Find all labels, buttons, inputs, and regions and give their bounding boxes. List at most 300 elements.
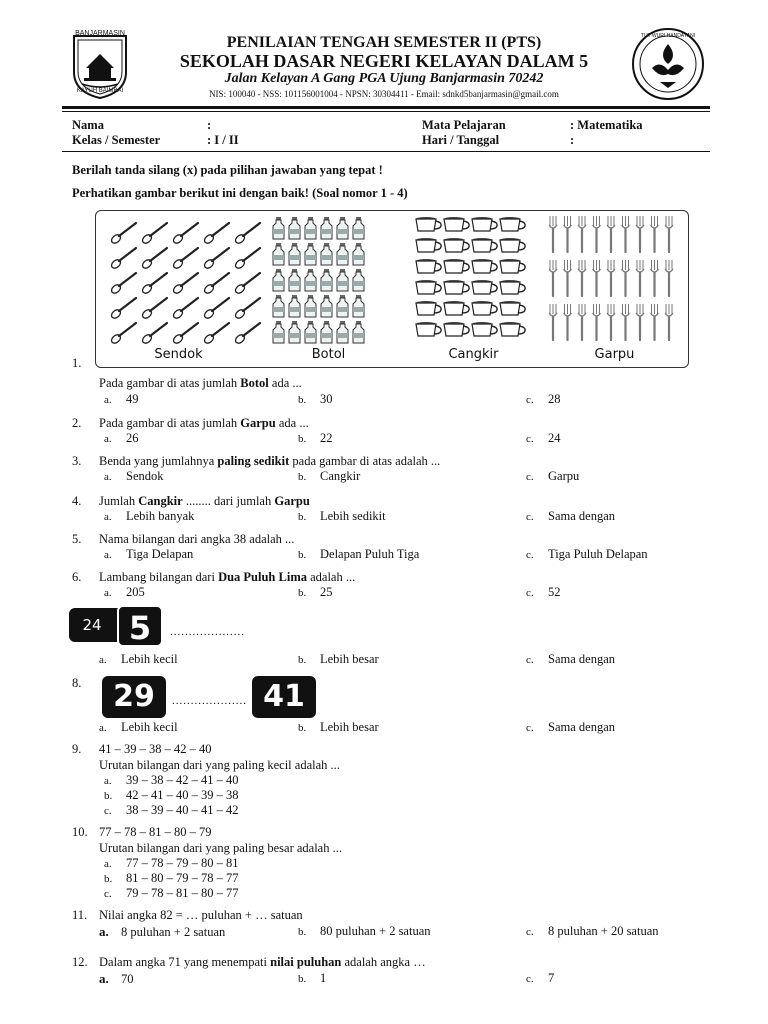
option-letter: a. [104,775,112,787]
fork-icon [607,216,615,252]
option-text: 79 – 78 – 81 – 80 – 77 [126,886,239,900]
bottle-icon [305,269,316,291]
spoon-icon [172,323,198,345]
stem-bold: Botol [240,376,269,390]
question-9 [72,742,712,820]
option-b[interactable] [298,509,386,524]
logo-right-text: TUT WURI HANDAYANI [640,33,696,39]
cup-icon [500,238,525,252]
cup-icon [472,322,497,336]
question-number: 1. [72,356,82,370]
spoon-icon [234,248,260,270]
option-a[interactable] [104,469,164,484]
option-text: Lebih besar [320,720,379,734]
option-letter: a. [104,471,112,483]
header-rule-thin [62,111,710,112]
option-letter: c. [526,433,534,445]
stem-bold: paling sedikit [217,454,290,468]
option-letter: c. [526,511,534,523]
bottle-icon [273,217,284,239]
cup-icon [444,238,469,252]
figure-label-cangkir: Cangkir [448,347,499,362]
fork-icon [578,260,586,296]
question-number: 10. [72,825,88,839]
option-c[interactable] [526,547,648,562]
spoon-icon [203,248,229,270]
option-c[interactable] [526,720,615,735]
option-letter: c. [526,654,534,666]
instruction-1: Berilah tanda silang (x) pada pilihan jawaban yang tepat ! [72,163,383,177]
fork-icon [578,216,586,252]
spoon-icon [172,298,198,320]
cup-icon [444,301,469,315]
question-1 [72,354,712,410]
option-letter: a. [104,511,112,523]
fork-icon [578,304,586,340]
cup-icon [472,238,497,252]
option-letter: a. [104,394,112,406]
option-a[interactable] [99,720,178,735]
option-text: 28 [548,392,561,406]
spoon-icon [234,323,260,345]
question-number: 6. [72,570,82,584]
spoon-icon [203,323,229,345]
option-letter: b. [298,511,307,523]
cup-icon [472,259,497,273]
question-6 [72,568,712,600]
stem-text: Pada gambar di atas jumlah [99,376,241,390]
fork-icon [549,304,557,340]
option-letter: a. [104,433,112,445]
spoon-icon [110,323,136,345]
fork-icon [593,304,601,340]
stem-text: adalah angka … [341,955,426,969]
stem-text: ada ... [275,416,309,430]
cup-icon [472,217,497,231]
stem-text: Dalam angka 71 yang menempati [99,955,271,969]
option-b[interactable] [104,788,239,803]
question-10 [72,825,712,903]
stem-bold: nilai puluhan [270,955,342,969]
question-stem: Nama bilangan dari angka 38 adalah ... [99,532,295,546]
fork-icon [564,216,572,252]
cup-icon [416,259,441,273]
option-b[interactable] [298,971,326,986]
option-letter: a. [104,858,112,870]
spoon-icon [234,273,260,295]
fork-icon [636,216,644,252]
bottle-icon [289,243,300,265]
option-c[interactable] [526,431,561,446]
objects-figure [95,210,689,368]
option-letter: a. [99,654,107,666]
blank-dots: .................... [170,626,245,638]
spoon-icon [234,223,260,245]
spoon-icon [141,223,167,245]
bottle-icon [273,269,284,291]
option-a[interactable] [99,652,178,667]
option-letter: b. [104,790,113,802]
fork-icon [549,216,557,252]
option-a[interactable] [104,392,139,407]
bottle-icon [337,295,348,317]
option-text: Sama dengan [548,509,615,523]
option-letter: b. [298,722,307,734]
mapel-value: : Matematika [570,118,643,132]
fork-icon [622,216,630,252]
stem-bold: Garpu [240,416,276,430]
option-text: 8 puluhan + 2 satuan [121,925,226,939]
option-letter: b. [298,394,307,406]
figure-label-garpu: Garpu [594,347,635,362]
cup-icon [472,301,497,315]
bottle-icon [289,321,300,343]
option-letter: b. [298,926,307,938]
option-text: Tiga Puluh Delapan [548,547,648,561]
option-a[interactable] [104,547,193,562]
spoon-icon [203,298,229,320]
option-c[interactable] [526,652,615,667]
spoon-icon [110,248,136,270]
option-b[interactable] [298,924,431,939]
option-text: Cangkir [320,469,361,483]
question-stem: Urutan bilangan dari yang paling besar adalah ... [99,841,342,855]
cup-icon [500,322,525,336]
spoon-icon [203,223,229,245]
clock-display: 5 [117,605,163,647]
question-number: 12. [72,955,88,969]
option-letter: a. [104,587,112,599]
spoon-icon [141,273,167,295]
objects-figure-svg [96,211,687,366]
cup-icon [444,280,469,294]
question-number: 2. [72,416,82,430]
option-text: Lebih besar [320,652,379,666]
option-text: Sendok [126,469,164,483]
option-b[interactable] [298,547,419,562]
number-sequence: 41 – 39 – 38 – 42 – 40 [99,742,212,756]
option-letter: c. [526,722,534,734]
option-letter: b. [298,973,307,985]
fork-icon [665,216,673,252]
bottle-icon [337,269,348,291]
logo-left-top-text: BANJARMASIN [75,30,125,37]
option-text: 205 [126,585,145,599]
option-c[interactable] [526,971,554,986]
clock-display-small: 24 [69,608,129,642]
option-letter: b. [298,654,307,666]
fork-icon [651,260,659,296]
option-a[interactable] [104,585,145,600]
option-letter: a. [99,971,109,986]
cup-icon [444,259,469,273]
spoon-icon [172,273,198,295]
logo-left-bottom-text: KAYUH BAIMBAI [76,88,124,94]
option-c[interactable] [526,392,561,407]
spoon-icon [203,273,229,295]
question-5 [72,530,712,562]
bottle-icon [337,217,348,239]
question-8-options [72,720,712,738]
option-letter: c. [526,973,534,985]
option-text: 7 [548,971,555,985]
spoon-icon [141,323,167,345]
bottle-icon [273,295,284,317]
question-stem [99,416,309,431]
fork-icon [651,216,659,252]
option-text: 24 [548,431,561,445]
fork-icon [593,216,601,252]
option-text: 38 – 39 – 40 – 41 – 42 [126,803,239,817]
fork-icon [607,304,615,340]
option-text: 26 [126,431,139,445]
question-number: 5. [72,532,82,546]
cup-icon [416,238,441,252]
option-text: Lebih kecil [121,652,178,666]
stem-text: Jumlah [99,494,139,508]
option-letter: c. [104,805,112,817]
stem-bold: Cangkir [138,494,183,508]
instruction-2: Perhatikan gambar berikut ini dengan baik! (Soal nomor 1 - 4) [72,186,408,200]
kelas-label: Kelas / Semester [72,133,161,147]
fork-icon [636,260,644,296]
bottle-icon [321,243,332,265]
option-text: 1 [320,971,327,985]
cup-icon [416,217,441,231]
spoon-icon [110,298,136,320]
cup-icon [500,280,525,294]
option-a[interactable] [99,924,225,940]
option-b[interactable] [298,652,379,667]
cup-icon [416,301,441,315]
option-letter: c. [526,394,534,406]
header-rule [62,106,710,109]
option-b[interactable] [298,585,333,600]
option-letter: c. [104,888,112,900]
cup-icon [444,217,469,231]
option-a[interactable] [104,856,239,871]
option-text: 30 [320,392,333,406]
option-text: Garpu [548,469,580,483]
stem-text: Pada gambar di atas jumlah [99,416,241,430]
option-letter: a. [104,549,112,561]
fork-icon [651,304,659,340]
option-letter: c. [526,926,534,938]
question-stem [99,955,426,970]
option-letter: b. [298,587,307,599]
stem-text: Benda yang jumlahnya [99,454,218,468]
bottle-icon [353,269,364,291]
option-letter: c. [526,587,534,599]
clock-display: 29 [102,676,166,718]
fork-icon [665,260,673,296]
option-b[interactable] [298,431,333,446]
option-c[interactable] [104,886,239,901]
option-a[interactable] [104,773,239,788]
option-b[interactable] [298,720,379,735]
number-sequence: 77 – 78 – 81 – 80 – 79 [99,825,212,839]
stem-text: ........ dari jumlah [182,494,275,508]
clock-display: 41 [252,676,316,718]
figure-label-botol: Botol [311,347,346,362]
spoon-icon [172,223,198,245]
bottle-icon [305,243,316,265]
question-number: 4. [72,494,82,508]
cup-icon [472,280,497,294]
question-stem [99,570,355,585]
bottle-icon [305,217,316,239]
stem-text: ada ... [268,376,302,390]
option-text: 42 – 41 – 40 – 39 – 38 [126,788,239,802]
option-text: 25 [320,585,333,599]
bottle-icon [273,321,284,343]
option-letter: c. [526,549,534,561]
question-2 [72,414,712,446]
nama-value: : [207,118,212,132]
kelas-value: : I / II [207,133,239,147]
bottle-icon [289,295,300,317]
option-c[interactable] [526,469,579,484]
question-number: 8. [72,676,82,690]
cup-icon [416,322,441,336]
option-c[interactable] [104,803,239,818]
bottle-icon [273,243,284,265]
spoon-icon [234,298,260,320]
stem-bold: Dua Puluh Lima [218,570,307,584]
bottle-icon [353,217,364,239]
info-rule [62,151,710,152]
option-text: 80 puluhan + 2 satuan [320,924,431,938]
header-line-4: NIS: 100040 - NSS: 101156001004 - NPSN: 30304411 - Email: sdnkd5banjarmasin@gmail.com [209,89,559,99]
option-text: 77 – 78 – 79 – 80 – 81 [126,856,239,870]
question-stem: Nilai angka 82 = … puluhan + … satuan [99,908,303,922]
question-11 [72,908,712,942]
stem-text: Lambang bilangan dari [99,570,219,584]
option-text: 52 [548,585,561,599]
header-line-2: SEKOLAH DASAR NEGERI KELAYAN DALAM 5 [179,51,589,71]
bottle-icon [353,295,364,317]
option-letter: a. [99,924,109,939]
option-text: 8 puluhan + 20 satuan [548,924,659,938]
option-letter: b. [298,433,307,445]
header-line-3: Jalan Kelayan A Gang PGA Ujung Banjarmasin 70242 [224,71,544,86]
option-b[interactable] [298,392,333,407]
option-text: Lebih kecil [121,720,178,734]
bottle-icon [321,321,332,343]
header-line-1: PENILAIAN TENGAH SEMESTER II (PTS) [226,34,542,51]
fork-icon [622,304,630,340]
question-12 [72,955,712,991]
fork-icon [665,304,673,340]
option-letter: a. [99,722,107,734]
option-text: 81 – 80 – 79 – 78 – 77 [126,871,239,885]
figure-label-sendok: Sendok [154,347,203,362]
stem-bold: Garpu [274,494,310,508]
option-text: 70 [121,972,134,986]
bottle-icon [305,321,316,343]
fork-icon [564,304,572,340]
option-a[interactable] [104,431,139,446]
question-stem: Urutan bilangan dari yang paling kecil adalah ... [99,758,340,772]
bottle-icon [321,217,332,239]
cup-icon [500,217,525,231]
spoon-icon [110,223,136,245]
bottle-icon [289,269,300,291]
question-number: 3. [72,454,82,468]
question-number: 11. [72,908,88,922]
option-letter: c. [526,471,534,483]
question-number: 9. [72,742,82,756]
option-letter: b. [298,549,307,561]
option-text: Lebih sedikit [320,509,386,523]
question-3 [72,452,712,484]
option-text: 39 – 38 – 42 – 41 – 40 [126,773,239,787]
option-letter: b. [298,471,307,483]
spoon-icon [172,248,198,270]
stem-text: adalah ... [306,570,356,584]
option-text: Tiga Delapan [126,547,194,561]
bottle-icon [353,243,364,265]
bottle-icon [305,295,316,317]
option-c[interactable] [526,585,561,600]
question-stem [99,494,310,509]
option-b[interactable] [298,469,360,484]
spoon-icon [141,248,167,270]
bottle-icon [353,321,364,343]
option-text: 22 [320,431,333,445]
stem-text: pada gambar di atas adalah ... [289,454,441,468]
spoon-icon [110,273,136,295]
question-4 [72,492,712,524]
option-text: Lebih banyak [126,509,195,523]
cup-icon [500,259,525,273]
option-c[interactable] [526,509,615,524]
question-7-options [72,652,712,670]
fork-icon [607,260,615,296]
bottle-icon [321,295,332,317]
bottle-icon [289,217,300,239]
fork-icon [549,260,557,296]
cup-icon [444,322,469,336]
option-text: 49 [126,392,139,406]
fork-icon [564,260,572,296]
blank-dots: .................... [172,695,247,707]
bottle-icon [337,321,348,343]
option-text: Sama dengan [548,720,615,734]
question-stem [99,454,440,469]
question-stem [99,376,302,391]
cup-icon [416,280,441,294]
option-c[interactable] [526,924,659,939]
option-letter: b. [104,873,113,885]
option-b[interactable] [104,871,239,886]
mapel-label: Mata Pelajaran [422,118,506,132]
fork-icon [593,260,601,296]
fork-icon [622,260,630,296]
bottle-icon [337,243,348,265]
option-a[interactable] [99,971,134,987]
hari-value: : [570,133,575,147]
option-text: Delapan Puluh Tiga [320,547,420,561]
fork-icon [636,304,644,340]
bottle-icon [321,269,332,291]
hari-label: Hari / Tanggal [422,133,500,147]
nama-label: Nama [72,118,104,132]
spoon-icon [141,298,167,320]
option-text: Sama dengan [548,652,615,666]
option-a[interactable] [104,509,194,524]
cup-icon [500,301,525,315]
